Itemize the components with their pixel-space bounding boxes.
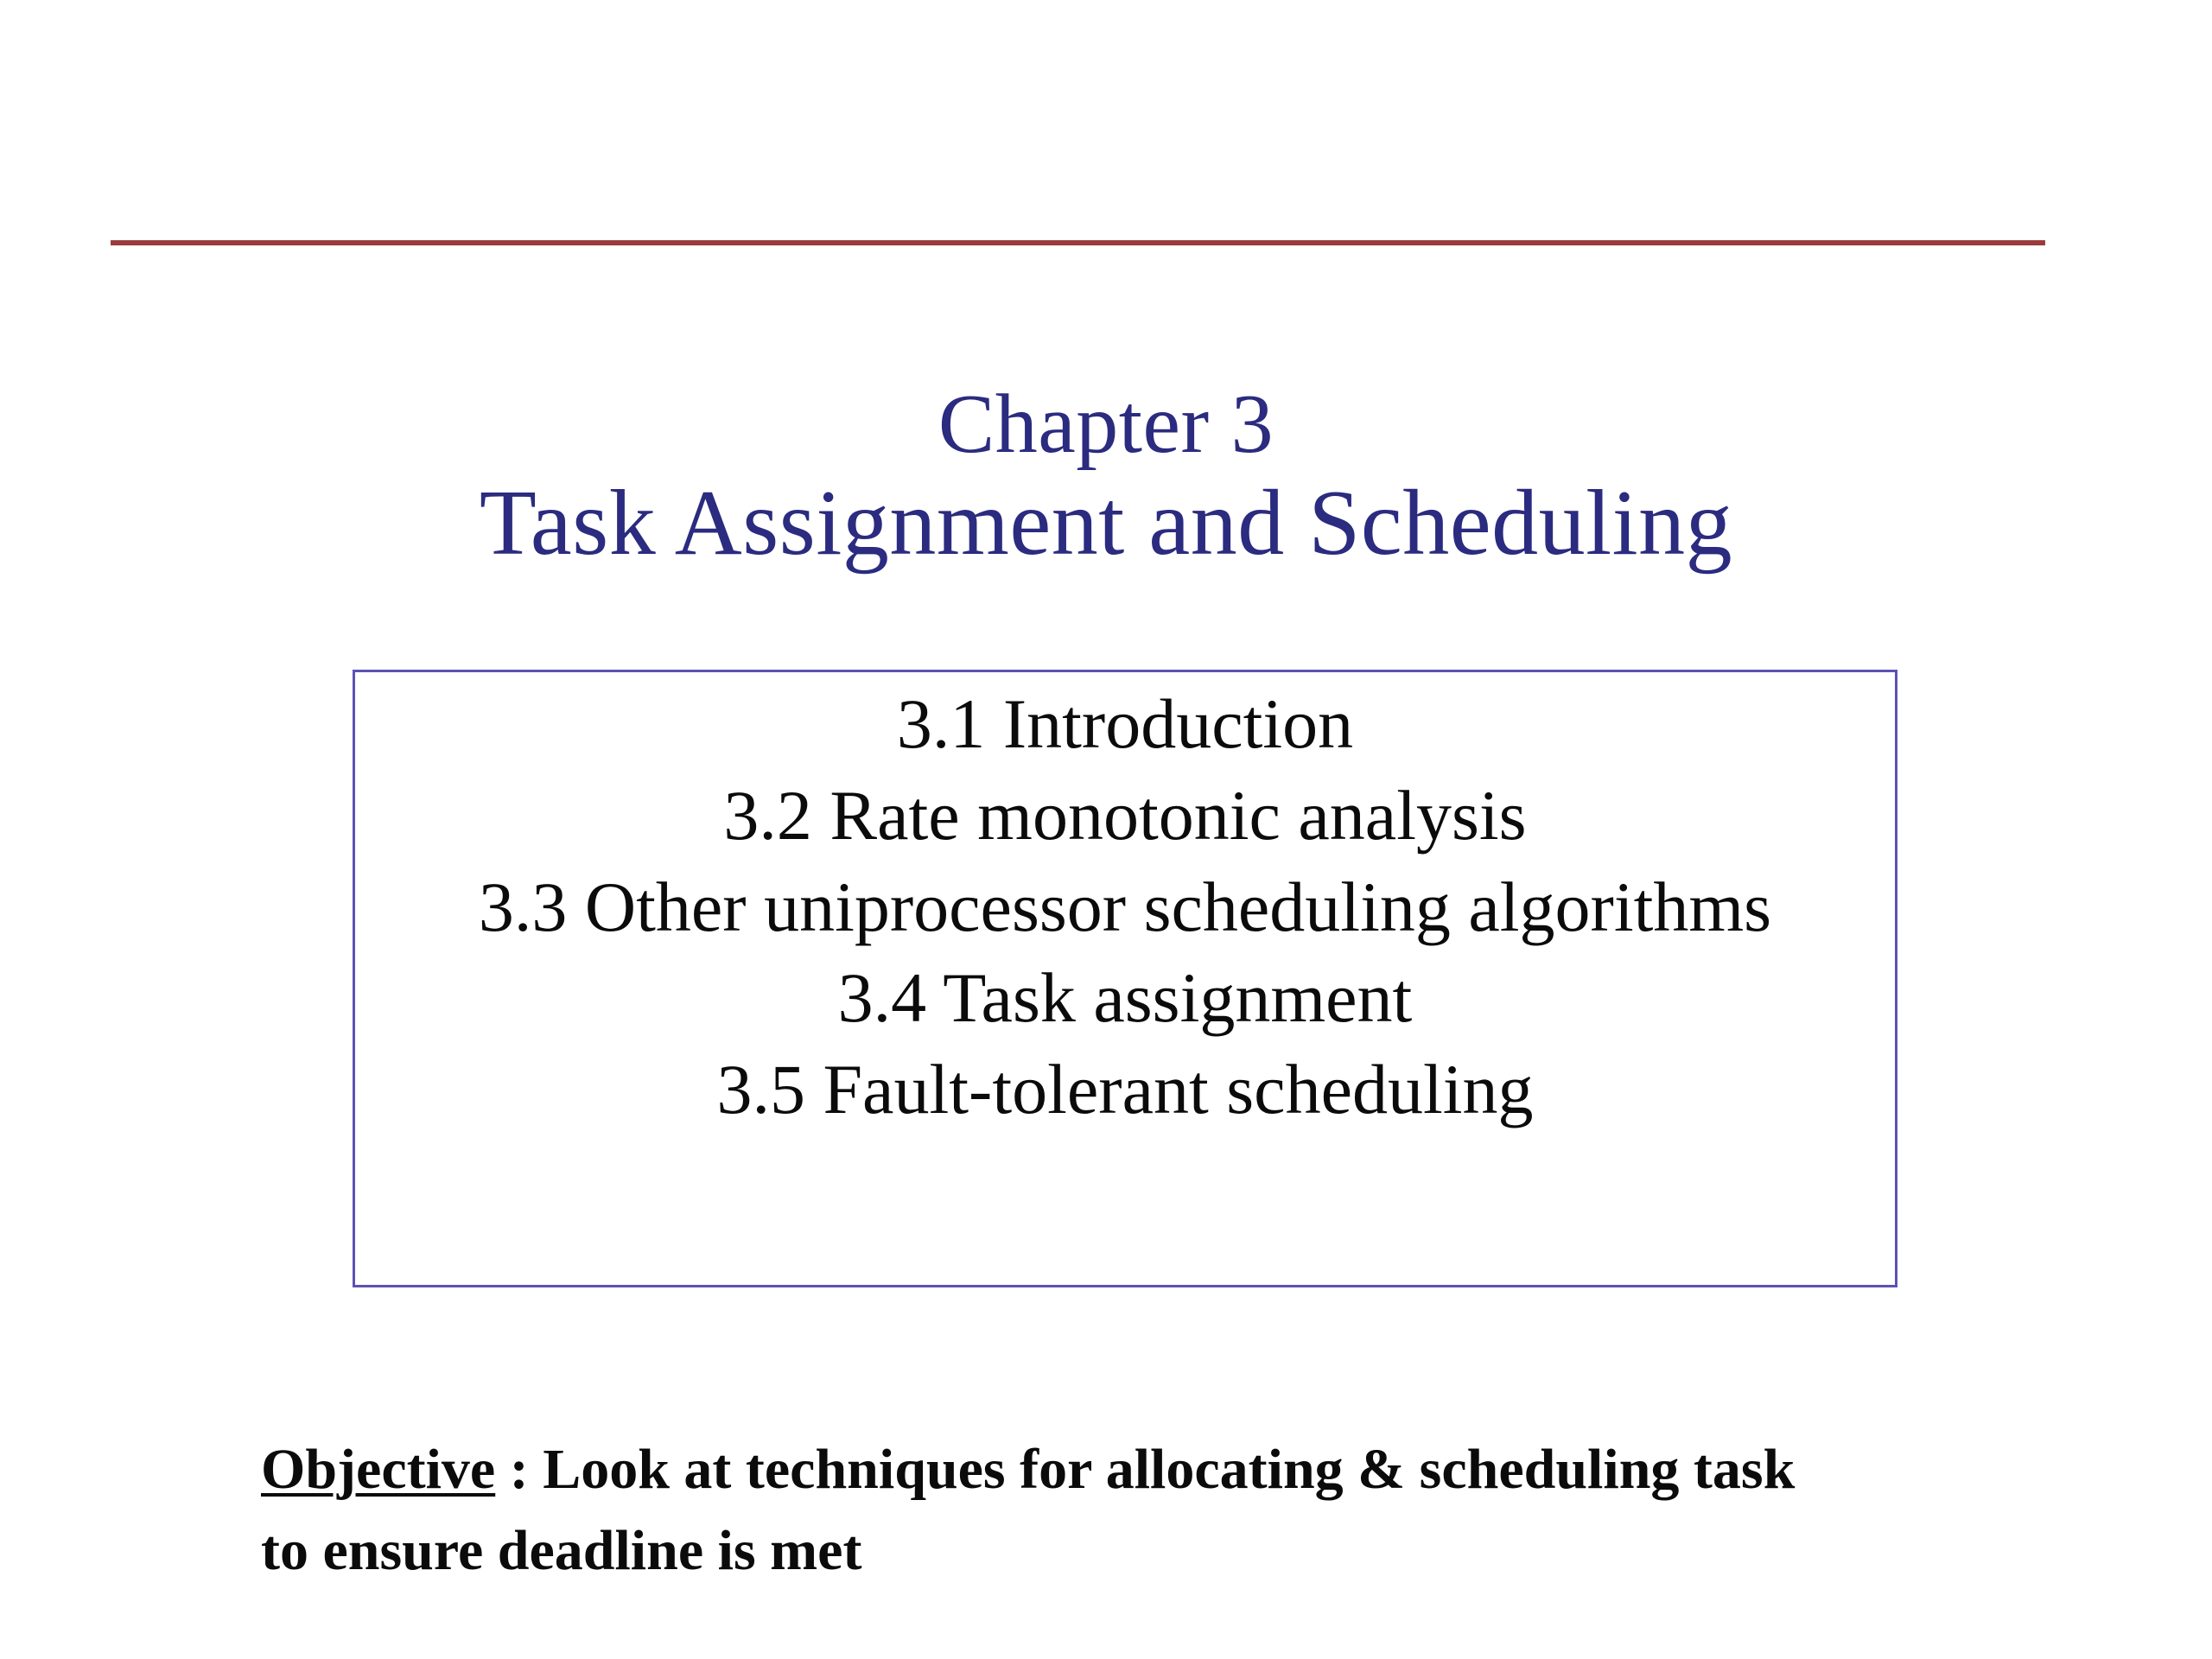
objective-paragraph bbox=[261, 1429, 1842, 1591]
contents-list bbox=[355, 672, 1895, 1129]
contents-box bbox=[353, 670, 1897, 1287]
list-item: 3.4 Task assignment bbox=[837, 958, 1413, 1038]
slide-title bbox=[0, 378, 2212, 575]
title-line-subject: Task Assignment and Scheduling bbox=[479, 471, 1733, 575]
objective-text: Look at techniques for allocating & scheduling task to ensure deadline is met bbox=[261, 1438, 1796, 1582]
header-divider-rule bbox=[111, 240, 2045, 245]
list-item: 3.1 Introduction bbox=[896, 684, 1354, 763]
objective-label: Objective bbox=[261, 1438, 496, 1501]
list-item: 3.3 Other uniprocessor scheduling algorithms bbox=[478, 867, 1772, 946]
list-item: 3.5 Fault-tolerant scheduling bbox=[716, 1050, 1534, 1129]
title-line-chapter: Chapter 3 bbox=[938, 378, 1274, 471]
list-item: 3.2 Rate monotonic analysis bbox=[723, 775, 1527, 855]
objective-separator: : bbox=[495, 1438, 543, 1501]
